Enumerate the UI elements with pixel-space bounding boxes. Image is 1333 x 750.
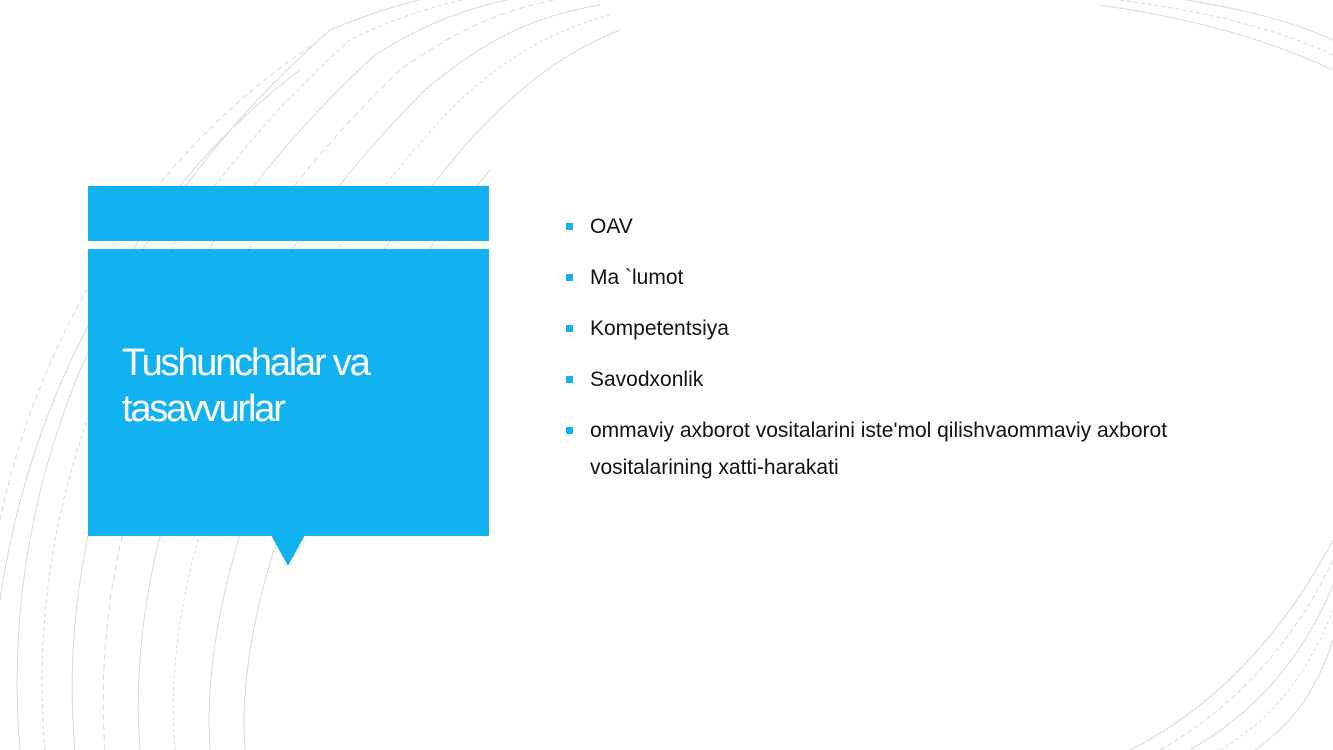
square-bullet-icon: [566, 325, 573, 332]
title-box-pointer: [271, 535, 305, 566]
bullet-item: [566, 310, 1266, 347]
bullet-text: ommaviy axborot vositalarini iste'mol qilishvaommaviy axborot vositalarining xatti-harakati: [590, 419, 1168, 479]
square-bullet-icon: [566, 274, 573, 281]
square-bullet-icon: [566, 223, 573, 230]
bullet-list: [566, 208, 1266, 500]
bullet-text: Kompetentsiya: [590, 317, 729, 340]
square-bullet-icon: [566, 427, 573, 434]
bullet-item: [566, 361, 1266, 398]
square-bullet-icon: [566, 376, 573, 383]
bullet-item: [566, 208, 1266, 245]
title-accent-bar: [88, 186, 489, 241]
bullet-item: [566, 412, 1266, 486]
bullet-text: Savodxonlik: [590, 368, 704, 391]
bullet-text: OAV: [590, 215, 633, 238]
bullet-item: [566, 259, 1266, 296]
bullet-text: Ma `lumot: [590, 266, 684, 289]
slide-title: Tushunchalar va tasavvurlar: [122, 342, 369, 430]
